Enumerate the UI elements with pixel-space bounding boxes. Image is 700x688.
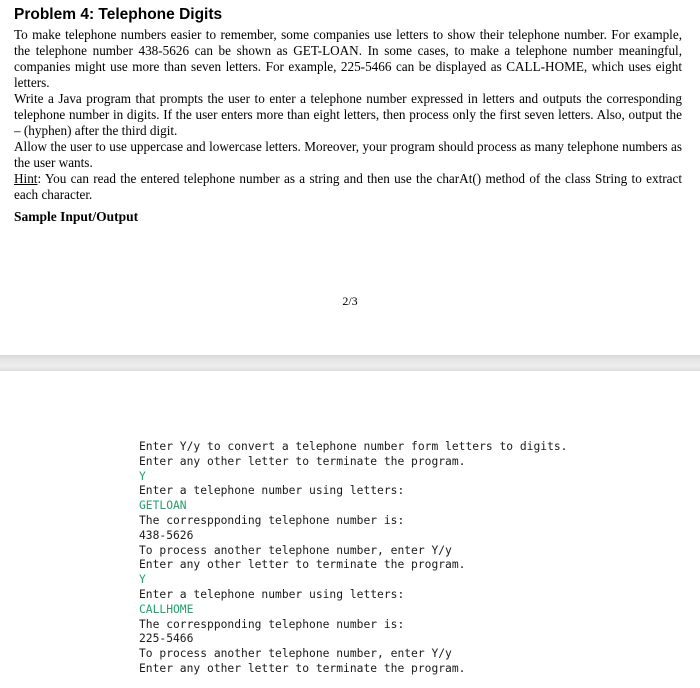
console-input: CALLHOME <box>139 602 194 616</box>
paragraph-hint <box>14 171 682 203</box>
console-line: To process another telephone number, enter Y/y <box>139 543 452 557</box>
console-line: Enter a telephone number using letters: <box>139 587 405 601</box>
console-input: Y <box>139 469 146 483</box>
console-line: 225-5466 <box>139 632 194 646</box>
console-line: 438-5626 <box>139 528 194 542</box>
paragraph-requirements: Allow the user to use uppercase and lowercase letters. Moreover, your program should process as many telephone numbers as the user wants. <box>14 139 682 170</box>
sample-heading: Sample Input/Output <box>14 209 139 224</box>
console-line: The correspponding telephone number is: <box>139 617 405 631</box>
console-line: To process another telephone number, enter Y/y <box>139 647 452 661</box>
console-line: The correspponding telephone number is: <box>139 513 405 527</box>
console-output <box>139 440 567 677</box>
console-input: Y <box>139 573 146 587</box>
hint-label: Hint <box>14 171 38 186</box>
console-input: GETLOAN <box>139 499 187 513</box>
page-number: 2/3 <box>342 294 358 308</box>
console-line: Enter any other letter to terminate the program. <box>139 661 466 675</box>
console-line: Enter Y/y to convert a telephone number form letters to digits. <box>139 440 568 453</box>
hint-text: : You can read the entered telephone number as a string and then use the charAt() method of the class String to extract each character. <box>14 171 682 202</box>
paragraph-task: Write a Java program that prompts the user to enter a telephone number expressed in letters and outputs the corresponding telephone number in digits. If the user enters more than eight letters, then process only the first seven letters. Also, output the – (hyphen) after the third digit. <box>14 91 682 138</box>
console-line: Enter a telephone number using letters: <box>139 484 405 498</box>
page-divider <box>0 355 700 371</box>
console-line: Enter any other letter to terminate the program. <box>139 454 466 468</box>
paragraph-intro: To make telephone numbers easier to remember, some companies use letters to show their telephone number. For example, the telephone number 438-5626 can be shown as GET-LOAN. In some cases, to make a telephone number meaningful, companies might use more than seven letters. For example, 225-5466 can be displayed as CALL-HOME, which uses eight letters. <box>14 27 682 90</box>
problem-title: Problem 4: Telephone Digits <box>14 6 223 23</box>
console-line: Enter any other letter to terminate the program. <box>139 558 466 572</box>
